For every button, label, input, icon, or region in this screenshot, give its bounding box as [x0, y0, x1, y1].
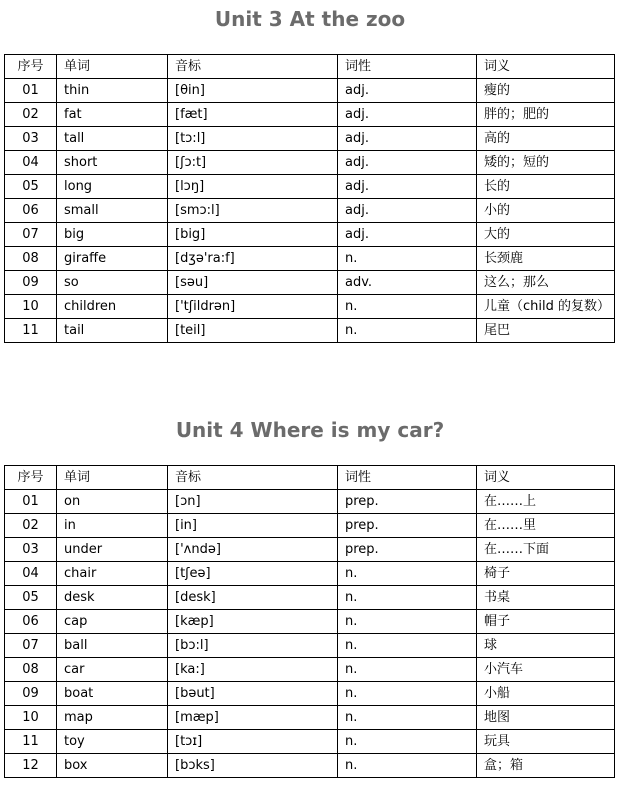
- table-row: [5, 223, 615, 247]
- table-row: [5, 103, 615, 127]
- cell-number: 05: [5, 586, 57, 610]
- table-header: [5, 55, 615, 79]
- cell-part-of-speech: prep.: [338, 490, 477, 514]
- cell-phonetic: [ɔn]: [168, 490, 338, 514]
- table-row: [5, 79, 615, 103]
- cell-number: 08: [5, 247, 57, 271]
- cell-word: big: [57, 223, 168, 247]
- cell-word: short: [57, 151, 168, 175]
- cell-word: giraffe: [57, 247, 168, 271]
- table-header: [5, 466, 615, 490]
- cell-meaning: 尾巴: [477, 319, 615, 343]
- table-row: [5, 127, 615, 151]
- cell-number: 08: [5, 658, 57, 682]
- cell-part-of-speech: adj.: [338, 151, 477, 175]
- cell-number: 05: [5, 175, 57, 199]
- unit-3-vocab-table: [4, 54, 615, 343]
- table-row: [5, 634, 615, 658]
- cell-meaning: 小汽车: [477, 658, 615, 682]
- cell-word: so: [57, 271, 168, 295]
- cell-word: ball: [57, 634, 168, 658]
- cell-part-of-speech: prep.: [338, 538, 477, 562]
- cell-part-of-speech: n.: [338, 730, 477, 754]
- cell-part-of-speech: adj.: [338, 127, 477, 151]
- header-meaning: 词义: [477, 55, 615, 79]
- cell-meaning: 长的: [477, 175, 615, 199]
- cell-word: children: [57, 295, 168, 319]
- cell-part-of-speech: prep.: [338, 514, 477, 538]
- cell-part-of-speech: adj.: [338, 79, 477, 103]
- cell-meaning: 地图: [477, 706, 615, 730]
- cell-meaning: 矮的；短的: [477, 151, 615, 175]
- header-row: [5, 466, 615, 490]
- cell-part-of-speech: adj.: [338, 175, 477, 199]
- cell-number: 07: [5, 634, 57, 658]
- cell-number: 01: [5, 490, 57, 514]
- table-row: [5, 490, 615, 514]
- header-phonetic: 音标: [168, 466, 338, 490]
- cell-word: map: [57, 706, 168, 730]
- cell-number: 12: [5, 754, 57, 778]
- cell-number: 02: [5, 514, 57, 538]
- cell-word: chair: [57, 562, 168, 586]
- header-row: [5, 55, 615, 79]
- cell-meaning: 帽子: [477, 610, 615, 634]
- unit-4-title: Unit 4 Where is my car?: [175, 418, 445, 442]
- cell-number: 09: [5, 271, 57, 295]
- table-row: [5, 538, 615, 562]
- cell-word: tall: [57, 127, 168, 151]
- cell-number: 10: [5, 706, 57, 730]
- header-word: 单词: [57, 466, 168, 490]
- cell-word: long: [57, 175, 168, 199]
- cell-meaning: 在……上: [477, 490, 615, 514]
- cell-word: tail: [57, 319, 168, 343]
- table-row: [5, 730, 615, 754]
- cell-phonetic: [dʒə'ra:f]: [168, 247, 338, 271]
- cell-phonetic: [ka:]: [168, 658, 338, 682]
- cell-part-of-speech: n.: [338, 634, 477, 658]
- cell-part-of-speech: adj.: [338, 223, 477, 247]
- cell-part-of-speech: n.: [338, 247, 477, 271]
- cell-part-of-speech: n.: [338, 754, 477, 778]
- cell-part-of-speech: n.: [338, 610, 477, 634]
- cell-part-of-speech: n.: [338, 295, 477, 319]
- cell-meaning: 小的: [477, 199, 615, 223]
- cell-phonetic: [big]: [168, 223, 338, 247]
- table-row: [5, 271, 615, 295]
- cell-number: 11: [5, 319, 57, 343]
- cell-number: 03: [5, 127, 57, 151]
- table-row: [5, 247, 615, 271]
- cell-meaning: 球: [477, 634, 615, 658]
- cell-number: 06: [5, 610, 57, 634]
- cell-phonetic: [bəut]: [168, 682, 338, 706]
- header-word: 单词: [57, 55, 168, 79]
- cell-number: 10: [5, 295, 57, 319]
- cell-part-of-speech: adj.: [338, 103, 477, 127]
- cell-number: 09: [5, 682, 57, 706]
- header-part-of-speech: 词性: [338, 466, 477, 490]
- table-row: [5, 754, 615, 778]
- cell-part-of-speech: n.: [338, 658, 477, 682]
- cell-phonetic: [teil]: [168, 319, 338, 343]
- cell-phonetic: ['ʌndə]: [168, 538, 338, 562]
- cell-meaning: 大的: [477, 223, 615, 247]
- table-row: [5, 610, 615, 634]
- table-body: [5, 490, 615, 778]
- cell-part-of-speech: adv.: [338, 271, 477, 295]
- cell-phonetic: [desk]: [168, 586, 338, 610]
- cell-word: fat: [57, 103, 168, 127]
- cell-phonetic: [bɔ:l]: [168, 634, 338, 658]
- table-row: [5, 562, 615, 586]
- cell-number: 01: [5, 79, 57, 103]
- header-meaning: 词义: [477, 466, 615, 490]
- table-body: [5, 79, 615, 343]
- cell-number: 04: [5, 562, 57, 586]
- cell-word: on: [57, 490, 168, 514]
- header-part-of-speech: 词性: [338, 55, 477, 79]
- table-row: [5, 319, 615, 343]
- cell-meaning: 玩具: [477, 730, 615, 754]
- cell-number: 04: [5, 151, 57, 175]
- unit-4-vocab-table: [4, 465, 615, 778]
- cell-word: under: [57, 538, 168, 562]
- cell-meaning: 在……下面: [477, 538, 615, 562]
- table-row: [5, 706, 615, 730]
- cell-meaning: 盒；箱: [477, 754, 615, 778]
- cell-word: box: [57, 754, 168, 778]
- cell-part-of-speech: adj.: [338, 199, 477, 223]
- cell-phonetic: [in]: [168, 514, 338, 538]
- cell-phonetic: [kæp]: [168, 610, 338, 634]
- cell-phonetic: [θin]: [168, 79, 338, 103]
- cell-meaning: 椅子: [477, 562, 615, 586]
- table-row: [5, 682, 615, 706]
- cell-word: toy: [57, 730, 168, 754]
- cell-number: 03: [5, 538, 57, 562]
- cell-part-of-speech: n.: [338, 682, 477, 706]
- cell-part-of-speech: n.: [338, 562, 477, 586]
- cell-part-of-speech: n.: [338, 319, 477, 343]
- cell-phonetic: [tʃeə]: [168, 562, 338, 586]
- cell-number: 02: [5, 103, 57, 127]
- cell-word: car: [57, 658, 168, 682]
- header-number: 序号: [5, 466, 57, 490]
- cell-phonetic: ['tʃildrən]: [168, 295, 338, 319]
- cell-part-of-speech: n.: [338, 586, 477, 610]
- cell-phonetic: [smɔ:l]: [168, 199, 338, 223]
- table-row: [5, 295, 615, 319]
- header-phonetic: 音标: [168, 55, 338, 79]
- cell-word: small: [57, 199, 168, 223]
- cell-phonetic: [lɔŋ]: [168, 175, 338, 199]
- table-row: [5, 658, 615, 682]
- table-row: [5, 175, 615, 199]
- cell-meaning: 小船: [477, 682, 615, 706]
- cell-meaning: 在……里: [477, 514, 615, 538]
- cell-meaning: 高的: [477, 127, 615, 151]
- cell-word: desk: [57, 586, 168, 610]
- table-row: [5, 199, 615, 223]
- cell-phonetic: [ʃɔ:t]: [168, 151, 338, 175]
- cell-number: 11: [5, 730, 57, 754]
- cell-phonetic: [tɔɪ]: [168, 730, 338, 754]
- cell-meaning: 儿童（child 的复数）: [477, 295, 615, 319]
- cell-word: cap: [57, 610, 168, 634]
- cell-phonetic: [fæt]: [168, 103, 338, 127]
- cell-meaning: 长颈鹿: [477, 247, 615, 271]
- cell-meaning: 胖的；肥的: [477, 103, 615, 127]
- cell-word: boat: [57, 682, 168, 706]
- cell-meaning: 书桌: [477, 586, 615, 610]
- cell-phonetic: [səu]: [168, 271, 338, 295]
- table-row: [5, 514, 615, 538]
- cell-number: 07: [5, 223, 57, 247]
- cell-phonetic: [tɔ:l]: [168, 127, 338, 151]
- table-row: [5, 586, 615, 610]
- header-number: 序号: [5, 55, 57, 79]
- unit-3-title: Unit 3 At the zoo: [214, 7, 406, 31]
- cell-word: thin: [57, 79, 168, 103]
- cell-word: in: [57, 514, 168, 538]
- cell-phonetic: [mæp]: [168, 706, 338, 730]
- cell-meaning: 这么；那么: [477, 271, 615, 295]
- cell-part-of-speech: n.: [338, 706, 477, 730]
- cell-phonetic: [bɔks]: [168, 754, 338, 778]
- table-row: [5, 151, 615, 175]
- cell-meaning: 瘦的: [477, 79, 615, 103]
- cell-number: 06: [5, 199, 57, 223]
